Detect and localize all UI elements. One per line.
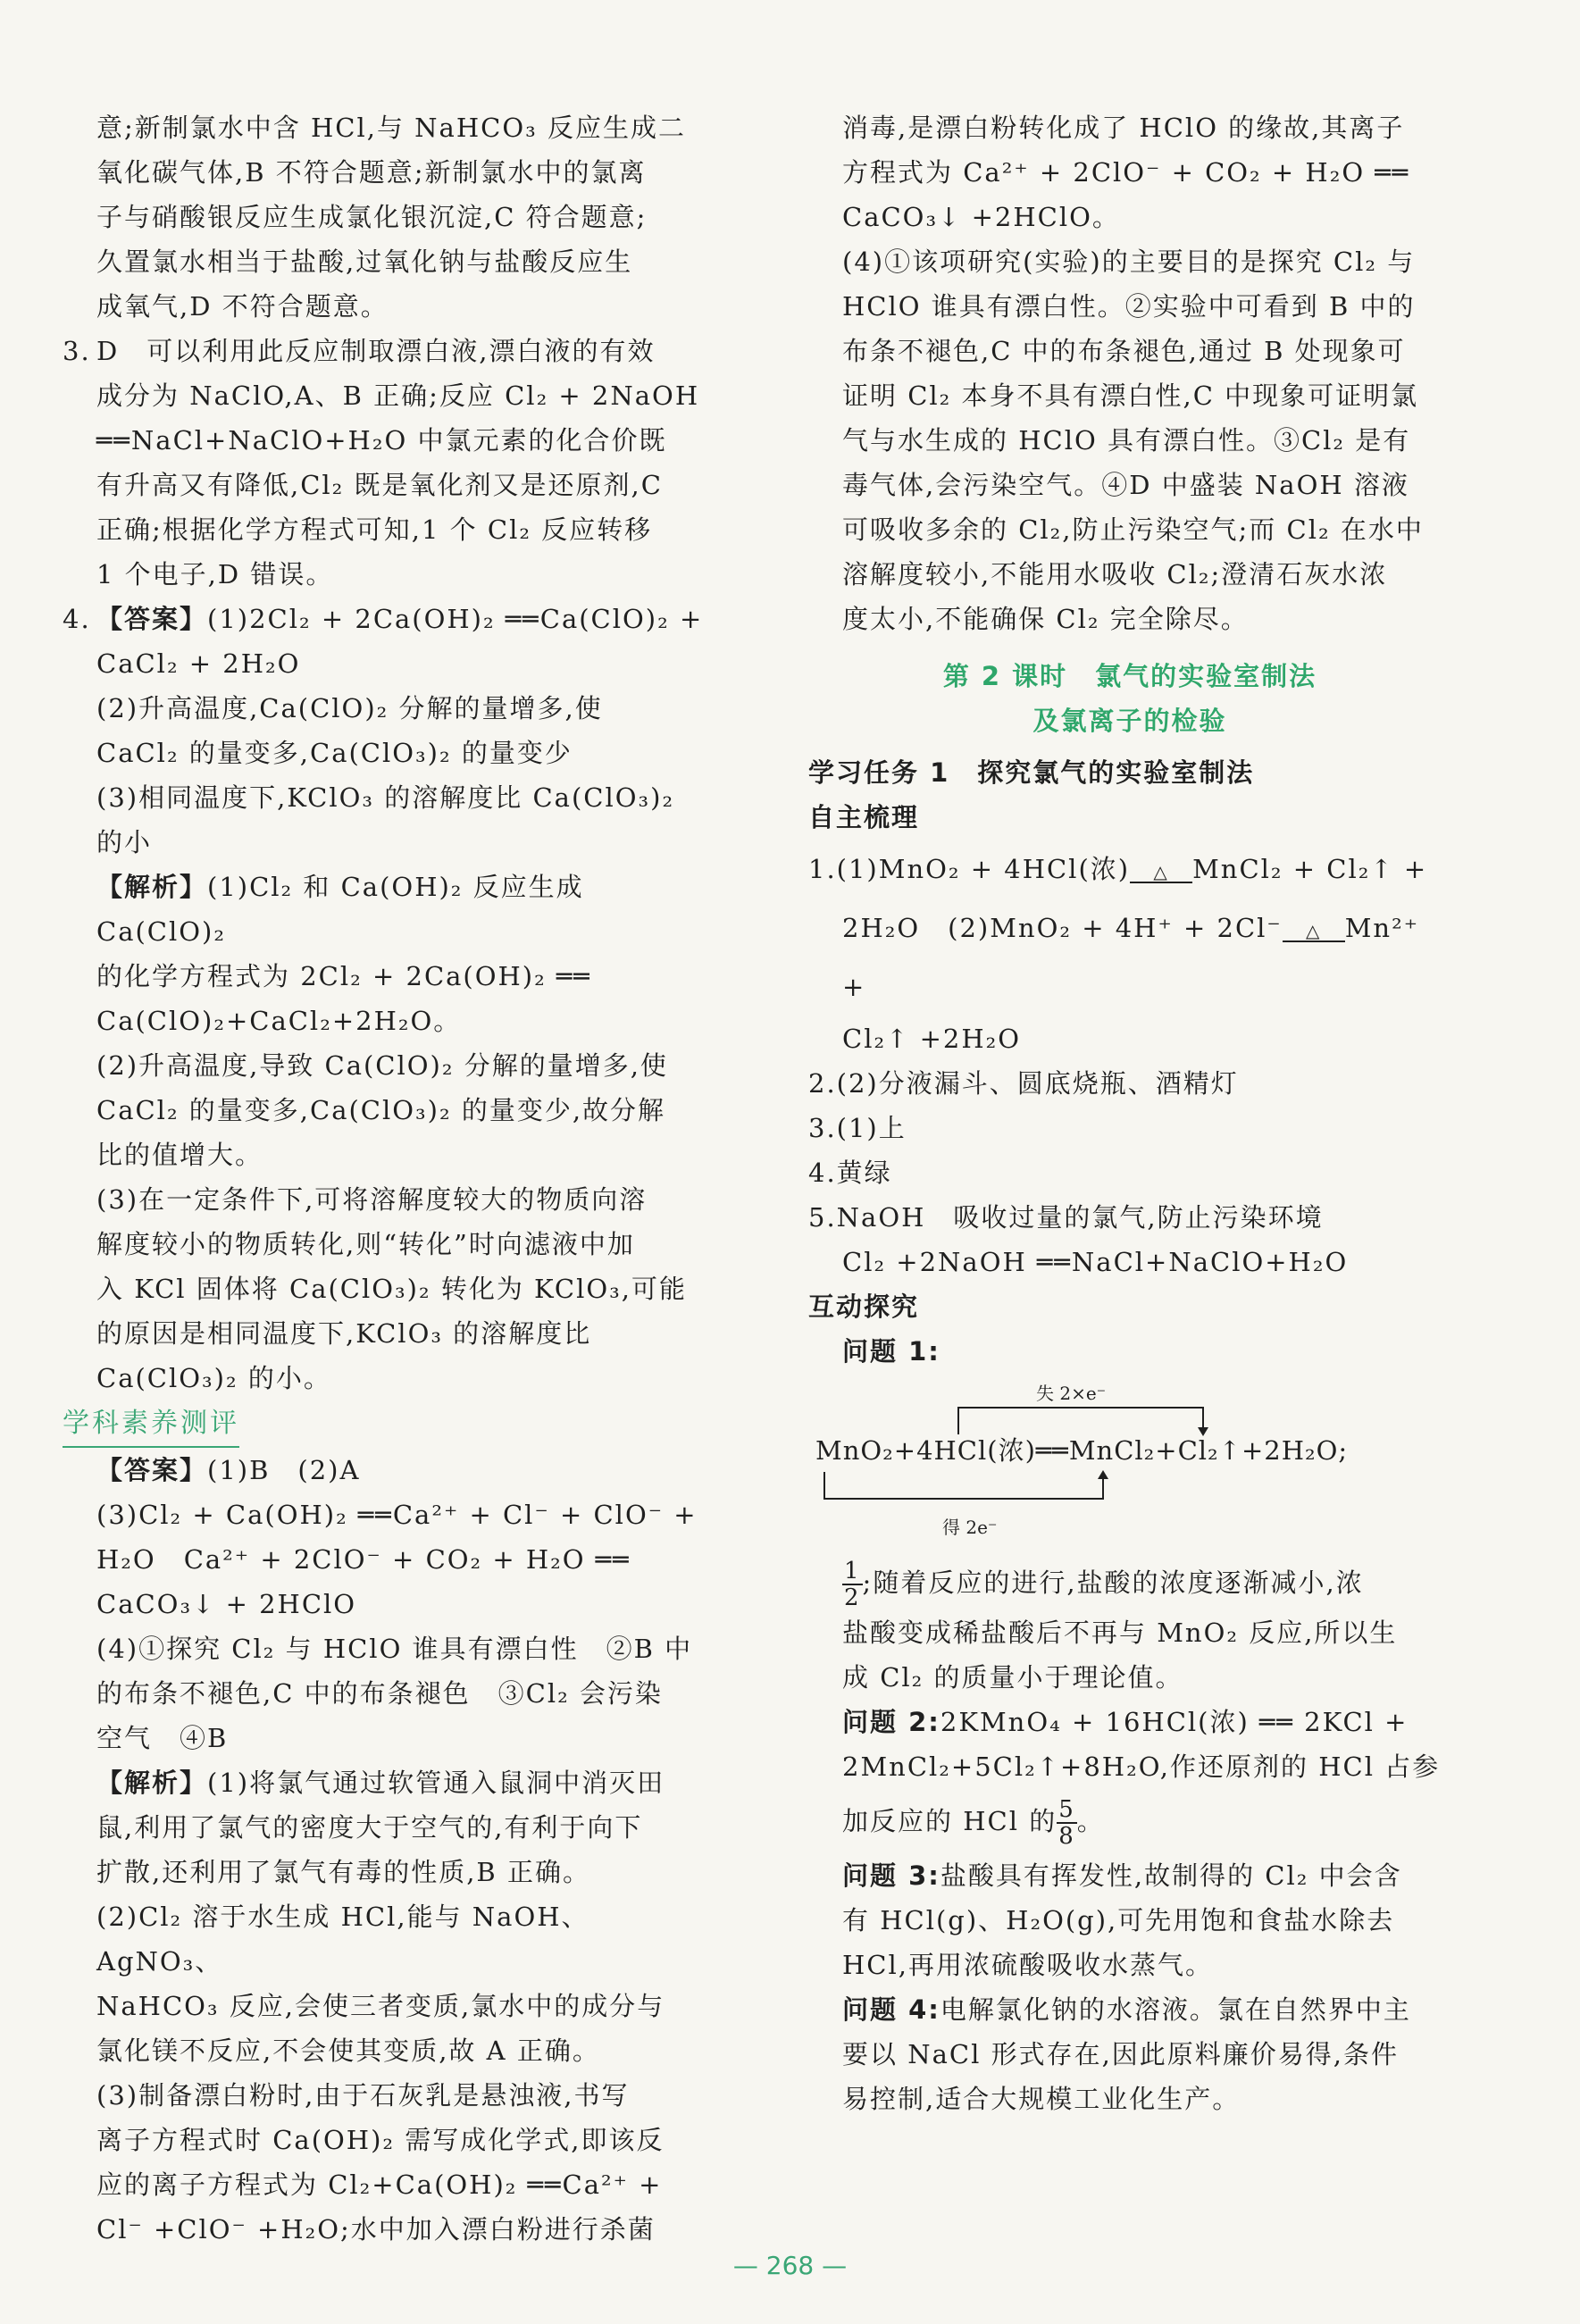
text-line: CaCO₃↓ + 2HClO (96, 1589, 357, 1619)
text-span: 盐酸具有挥发性,故制得的 Cl₂ 中会含 (940, 1860, 1402, 1891)
text-line: 要以 NaCl 形式存在,因此原料廉价易得,条件 (842, 2039, 1400, 2069)
text-line: (2)升高温度,导致 Ca(ClO)₂ 分解的量增多,使 (96, 1050, 668, 1081)
lesson-subtitle: 及氯离子的检验 (1032, 706, 1227, 736)
text-line: 证明 Cl₂ 本身不具有漂白性,C 中现象可证明氯 (842, 380, 1419, 411)
text-line: CaCO₃↓ +2HClO。 (842, 202, 1120, 232)
text-line: 成 Cl₂ 的质量小于理论值。 (842, 1662, 1183, 1693)
text-line: 1 个电子,D 错误。 (96, 559, 334, 589)
text-line: (3)相同温度下,KClO₃ 的溶解度比 Ca(ClO₃)₂ (96, 782, 675, 813)
text-line: 应的离子方程式为 Cl₂+Ca(OH)₂ ══Ca²⁺ + (96, 2169, 663, 2200)
text-line: Ca(ClO₃)₂ 的小。 (96, 1363, 331, 1393)
text-line: CaCl₂ + 2H₂O (96, 648, 301, 679)
lesson-title: 第 2 课时 氯气的实验室制法 (942, 661, 1317, 691)
text-line: 有 HCl(g)、H₂O(g),可先用饱和食盐水除去 (842, 1905, 1395, 1935)
text-line: Ca(ClO)₂+CaCl₂+2H₂O。 (96, 1006, 462, 1036)
text-span: ;随着反应的进行,盐酸的浓度逐渐减小,浓 (862, 1567, 1364, 1598)
analysis-line (63, 1760, 706, 1805)
text-span: (1)B (2)A (207, 1455, 361, 1485)
text-line: 5.NaOH 吸收过量的氯气,防止污染环境 (808, 1202, 1324, 1233)
answer-tag: 【答案】 (96, 1455, 208, 1485)
text-line: 度太小,不能确保 Cl₂ 完全除尽。 (842, 604, 1249, 634)
text-line: (4)①该项研究(实验)的主要目的是探究 Cl₂ 与 (842, 247, 1416, 277)
fraction-denominator: 8 (1058, 1823, 1075, 1850)
heat-condition (1130, 861, 1192, 883)
text-line: 子与硝酸银反应生成氯化银沉淀,C 符合题意; (96, 202, 648, 232)
heat-triangle-icon: △ (1153, 861, 1169, 882)
question-3-line (63, 329, 706, 373)
text-line: HCl,再用浓硫酸吸收水蒸气。 (842, 1950, 1213, 1980)
question-number: 4. (63, 604, 91, 634)
self-study-heading: 自主梳理 (808, 802, 920, 832)
interactive-heading: 互动探究 (808, 1292, 920, 1322)
text-line: 解度较小的物质转化,则“转化”时向滤液中加 (96, 1229, 635, 1259)
text-line: 盐酸变成稀盐酸后不再与 MnO₂ 反应,所以生 (842, 1618, 1398, 1648)
question-4-line (63, 597, 706, 641)
lose-electron-bracket (958, 1408, 1203, 1434)
gain-arrowhead-icon (1098, 1470, 1108, 1479)
electron-transfer-diagram (808, 1379, 1451, 1549)
text-line: (3)在一定条件下,可将溶解度较大的物质向溶 (96, 1184, 648, 1215)
text-line: 成分为 NaClO,A、B 正确;反应 Cl₂ + 2NaOH (96, 380, 700, 411)
q2-line (808, 1700, 1451, 1744)
fraction-numerator: 1 (844, 1558, 861, 1584)
heat-triangle-icon: △ (1306, 920, 1322, 941)
text-line: 的布条不褪色,C 中的布条褪色 ③Cl₂ 会污染 (96, 1678, 663, 1709)
question-label: 问题 3: (842, 1860, 940, 1891)
text-line: 毒气体,会污染空气。④D 中盛装 NaOH 溶液 (842, 470, 1409, 500)
fraction-denominator: 2 (844, 1584, 861, 1611)
text-span: 加反应的 HCl 的 (842, 1806, 1058, 1836)
fraction (842, 1559, 863, 1610)
text-line: H₂O Ca²⁺ + 2ClO⁻ + CO₂ + H₂O ══ (96, 1544, 631, 1575)
text-line: Cl⁻ +ClO⁻ +H₂O;水中加入漂白粉进行杀菌 (96, 2214, 656, 2245)
text-line: 成氧气,D 不符合题意。 (96, 291, 389, 322)
text-line: 比的值增大。 (96, 1140, 263, 1170)
text-line: (2)升高温度,Ca(ClO)₂ 分解的量增多,使 (96, 693, 603, 723)
text-span: 。 (1076, 1806, 1105, 1836)
text-span: (1)Cl₂ 和 Ca(OH)₂ 反应生成 Ca(ClO)₂ (96, 872, 584, 947)
gain-electron-bracket (824, 1472, 1103, 1499)
text-line: 的化学方程式为 2Cl₂ + 2Ca(OH)₂ ══ (96, 961, 591, 991)
question-label: 问题 1: (842, 1336, 940, 1367)
text-line: 扩散,还利用了氯气有毒的性质,B 正确。 (96, 1857, 590, 1887)
q4-line (808, 1987, 1451, 2032)
text-line: 溶解度较小,不能用水吸收 Cl₂;澄清石灰水浓 (842, 559, 1388, 589)
text-line: 方程式为 Ca²⁺ + 2ClO⁻ + CO₂ + H₂O ══ (842, 157, 1410, 188)
text-span: 1.(1)MnO₂ + 4HCl(浓) (808, 854, 1131, 884)
text-span: 2H₂O (2)MnO₂ + 4H⁺ + 2Cl⁻ (842, 913, 1283, 943)
text-line: ══NaCl+NaClO+H₂O 中氯元素的化合价既 (96, 425, 667, 456)
section-heading: 学科素养测评 (63, 1401, 239, 1448)
fraction-numerator: 5 (1058, 1796, 1075, 1823)
heat-condition (1283, 920, 1345, 942)
text-span: 2KMnO₄ + 16HCl(浓) ══ 2KCl + (940, 1707, 1409, 1737)
task-heading: 学习任务 1 探究氯气的实验室制法 (808, 757, 1255, 788)
text-line: 的小 (96, 827, 153, 857)
question-label: 问题 2: (842, 1707, 940, 1737)
q3-line (808, 1853, 1451, 1898)
text-span: D 可以利用此反应制取漂白液,漂白液的有效 (96, 336, 656, 366)
text-line: 2MnCl₂+5Cl₂↑+8H₂O,作还原剂的 HCl 占参 (842, 1751, 1441, 1782)
item-1-line (808, 840, 1451, 899)
question-number: 3. (63, 336, 91, 366)
item-1-line (808, 899, 1451, 1016)
redox-equation: MnO₂+4HCl(浓)══MnCl₂+Cl₂↑+2H₂O; (815, 1435, 1349, 1466)
text-line: 可吸收多余的 Cl₂,防止污染空气;而 Cl₂ 在水中 (842, 514, 1424, 545)
text-line: 离子方程式时 Ca(OH)₂ 需写成化学式,即该反 (96, 2125, 665, 2155)
text-line: Cl₂ +2NaOH ══NaCl+NaClO+H₂O (842, 1247, 1349, 1277)
text-line: 气与水生成的 HClO 具有漂白性。③Cl₂ 是有 (842, 425, 1411, 456)
text-line: (4)①探究 Cl₂ 与 HClO 谁具有漂白性 ②B 中 (96, 1634, 693, 1664)
text-line: 氯化镁不反应,不会使其变质,故 A 正确。 (96, 2036, 600, 2066)
text-line: CaCl₂ 的量变多,Ca(ClO₃)₂ 的量变少,故分解 (96, 1095, 666, 1125)
answer-line (63, 1448, 706, 1492)
text-line: 鼠,利用了氯气的密度大于空气的,有利于向下 (96, 1812, 643, 1843)
answer-tag: 【答案】 (96, 604, 208, 634)
text-span: 电解氯化钠的水溶液。氯在自然界中主 (940, 1994, 1411, 2025)
left-column (63, 105, 706, 2252)
page-number: — 268 — (732, 2251, 848, 2280)
text-line: 氧化碳气体,B 不符合题意;新制氯水中的氯离 (96, 157, 647, 188)
text-line: HClO 谁具有漂白性。②实验中可看到 B 中的 (842, 291, 1416, 322)
text-line: 入 KCl 固体将 Ca(ClO₃)₂ 转化为 KClO₃,可能 (96, 1274, 688, 1304)
text-line: 布条不褪色,C 中的布条褪色,通过 B 处现象可 (842, 336, 1406, 366)
gain-electron-label: 得 2e⁻ (942, 1517, 998, 1538)
text-line: (3)Cl₂ + Ca(OH)₂ ══Ca²⁺ + Cl⁻ + ClO⁻ + (96, 1500, 698, 1530)
text-span: Mn²⁺ + (842, 913, 1420, 1002)
text-line: 正确;根据化学方程式可知,1 个 Cl₂ 反应转移 (96, 514, 653, 545)
text-line: 有升高又有降低,Cl₂ 既是氧化剂又是还原剂,C (96, 470, 663, 500)
text-line: 3.(1)上 (808, 1113, 907, 1143)
text-line: CaCl₂ 的量变多,Ca(ClO₃)₂ 的量变少 (96, 738, 573, 768)
text-line: 空气 ④B (96, 1723, 229, 1753)
text-line: 2.(2)分液漏斗、圆底烧瓶、酒精灯 (808, 1068, 1239, 1099)
text-line: (3)制备漂白粉时,由于石灰乳是悬浊液,书写 (96, 2080, 630, 2111)
text-line: 消毒,是漂白粉转化成了 HClO 的缘故,其离子 (842, 113, 1405, 143)
text-span: (1)将氯气通过软管通入鼠洞中消灭田 (207, 1768, 665, 1798)
text-line: 的原因是相同温度下,KClO₃ 的溶解度比 (96, 1318, 592, 1349)
fraction (1057, 1797, 1077, 1849)
text-line: 意;新制氯水中含 HCl,与 NaHCO₃ 反应生成二 (96, 113, 686, 143)
lose-electron-label: 失 2×e⁻ (1036, 1383, 1107, 1404)
analysis-tag: 【解析】 (96, 872, 208, 902)
text-line: NaHCO₃ 反应,会使三者变质,氯水中的成分与 (96, 1991, 665, 2021)
right-column (808, 105, 1451, 2121)
text-span: (1)2Cl₂ + 2Ca(OH)₂ ══Ca(ClO)₂ + (207, 604, 704, 634)
analysis-tag: 【解析】 (96, 1768, 208, 1798)
question-label: 问题 4: (842, 1994, 940, 2025)
q2-fraction-line (808, 1789, 1451, 1853)
q1-answer-line (808, 1556, 1451, 1610)
text-line: (2)Cl₂ 溶于水生成 HCl,能与 NaOH、AgNO₃、 (96, 1902, 589, 1977)
text-line: 易控制,适合大规模工业化生产。 (842, 2084, 1241, 2114)
analysis-line (63, 865, 706, 954)
text-line: Cl₂↑ +2H₂O (842, 1024, 1022, 1054)
text-line: 久置氯水相当于盐酸,过氧化钠与盐酸反应生 (96, 247, 633, 277)
text-span: MnCl₂ + Cl₂↑ + (1192, 854, 1428, 884)
text-line: 4.黄绿 (808, 1158, 892, 1188)
